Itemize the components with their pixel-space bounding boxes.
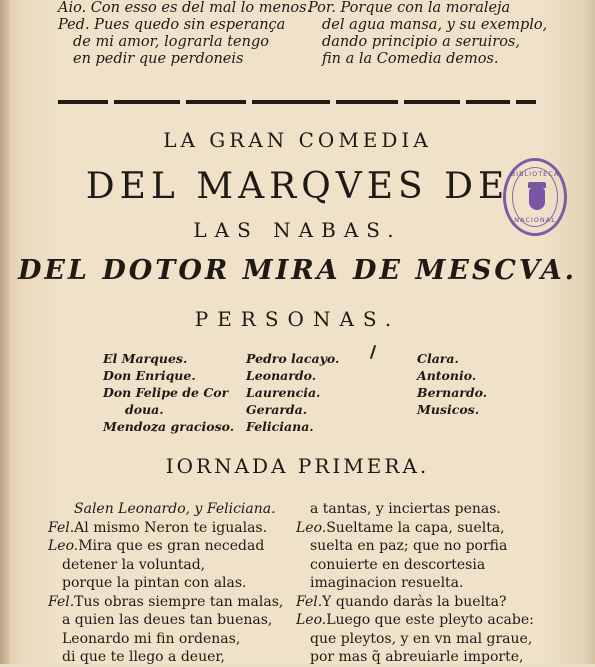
persona: El Marques. [103, 351, 188, 366]
line-text: suelta en paz; que no porfia [310, 538, 508, 554]
line-text: detener la voluntad, [62, 556, 206, 573]
dialogue-column-left [48, 500, 298, 667]
persona: Pedro lacayo. [246, 351, 340, 366]
persona: Laurencia. [246, 385, 321, 400]
library-stamp [503, 158, 567, 236]
dialogue-line [48, 611, 298, 630]
stamp-text-top: BIBLIOTECA [510, 170, 560, 178]
verse-line: dando principio a seruiros, [322, 34, 520, 50]
verse-line: de mi amor, lograrla tengo [73, 34, 269, 50]
dialogue-line [296, 519, 586, 538]
dialogue-line [296, 611, 586, 630]
persona: Antonio. [417, 368, 477, 383]
ink-mark [370, 345, 376, 359]
line-text: Luego que este pleyto acabe: [326, 612, 534, 628]
personas-column-2 [246, 350, 339, 435]
dialogue-line [296, 556, 586, 575]
jornada-heading: IORNADA PRIMERA. [165, 454, 430, 478]
personas-heading: PERSONAS. [194, 307, 401, 331]
ornamental-rule [58, 100, 536, 106]
line-text: Al mismo Neron te igualas. [74, 519, 268, 536]
dialogue-line [296, 574, 586, 593]
line-text: por mas q̃ abreuiarle importe, [310, 649, 524, 665]
speaker-label: Leo. [296, 519, 327, 536]
line-text: Sueltame la capa, suelta, [326, 519, 505, 536]
verse-line: fin a la Comedia demos. [322, 51, 499, 67]
persona: Don Enrique. [103, 368, 196, 383]
persona: Gerarda. [246, 402, 308, 417]
persona: Leonardo. [246, 368, 317, 383]
dialogue-line [296, 537, 586, 556]
line-text: Mira que es gran necedad [78, 538, 265, 554]
title-line-2: DEL MARQVES DE [85, 166, 510, 207]
verse-line: del agua mansa, y su exemplo, [322, 17, 548, 33]
persona: Feliciana. [246, 419, 314, 434]
persona: Clara. [417, 351, 459, 366]
speaker-label: Fel. [48, 593, 75, 610]
dialogue-line [296, 593, 586, 612]
line-text: di que te llego a deuer, [62, 649, 225, 665]
line-text: Tus obras siempre tan malas, [74, 593, 284, 610]
personas-column-3 [417, 350, 487, 418]
stamp-text-bottom: NACIONAL [514, 216, 556, 224]
dialogue-line [48, 574, 298, 593]
title-line-1: LA GRAN COMEDIA [163, 128, 432, 152]
line-text: conuierte en descortesia [310, 556, 486, 573]
speaker-label: Leo. [48, 538, 79, 554]
line-text: Leonardo mi fin ordenas, [62, 630, 241, 647]
persona: Don Felipe de Cor [103, 385, 229, 400]
dialogue-line [296, 500, 586, 519]
verse-line: Aio. Con esso es del mal lo menos. [58, 0, 312, 16]
page-gutter [0, 0, 10, 664]
verse-line: Por. Porque con la moraleja [308, 0, 511, 16]
persona: Musicos. [417, 402, 480, 417]
verse-line: en pedir que perdoneis [73, 51, 244, 67]
top-left-column [58, 0, 312, 68]
line-text: Y quando daràs la buelta? [322, 593, 507, 610]
speaker-label: Fel. [296, 593, 323, 610]
line-text: a quien las deues tan buenas, [62, 612, 273, 628]
speaker-label: Leo. [296, 612, 327, 628]
persona: Bernardo. [417, 385, 488, 400]
title-line-3: LAS NABAS. [193, 218, 402, 242]
dialogue-line [48, 519, 298, 538]
line-text: Salen Leonardo, y Feliciana. [74, 501, 276, 517]
dialogue-line [296, 630, 586, 649]
persona: Mendoza gracioso. [103, 419, 235, 434]
verse-line: Ped. Pues quedo sin esperança [58, 17, 286, 33]
dialogue-line [48, 630, 298, 649]
persona: doua. [125, 402, 164, 417]
crest-icon [529, 188, 545, 210]
top-right-column [308, 0, 583, 68]
line-text: porque la pintan con alas. [62, 575, 247, 591]
dialogue-line [48, 556, 298, 575]
dialogue-line [48, 593, 298, 612]
speaker-label: Fel. [48, 519, 75, 536]
line-text: a tantas, y inciertas penas. [310, 501, 501, 517]
stage-direction [48, 500, 298, 519]
line-text: imaginacion resuelta. [310, 575, 464, 591]
personas-column-1 [103, 350, 234, 435]
author-line: DEL DOTOR MIRA DE MESCVA. [17, 255, 578, 286]
dialogue-line [48, 537, 298, 556]
dialogue-column-right [296, 500, 586, 667]
line-text: que pleytos, y en vn mal graue, [310, 630, 533, 647]
